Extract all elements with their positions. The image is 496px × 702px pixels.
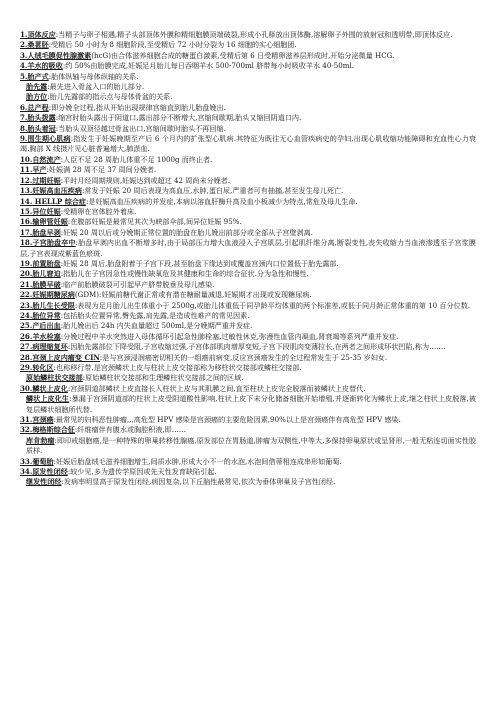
entry-term: 11.早产 (20, 165, 47, 175)
definition-entry (20, 269, 476, 279)
entry-text: :妊娠 20 周以后或分娩期正常位置的胎盘在胎儿娩出前部分或全部从子宫壁剥离. (60, 227, 313, 237)
definition-entry (20, 92, 476, 102)
entry-text: :在腹部妊娠是最常见其次为峡部伞部,间异位妊娠 95%. (67, 217, 242, 227)
entry-text: :暴漏于宫颈阴道部的柱状上皮受阴道酸性影响,柱状上皮下未分化储备细胞开始增殖,并逐渐转化为鳞状上皮,继之柱状上皮脱落,被复层鳞状细胞所代替. (26, 394, 477, 414)
entry-term: 20.胎儿窘迫 (20, 269, 61, 279)
entry-term: 5.胎产式 (20, 71, 49, 81)
entry-term: 18.子宫胎盘卒中 (20, 238, 76, 248)
entry-text: :胎儿先露部的指示点与母体骨盆的关系. (47, 92, 173, 102)
definition-entry (20, 228, 476, 238)
definition-entry (20, 113, 476, 123)
entry-text: :较少见,多为遗传学原因或先天性发育缺陷引起. (67, 467, 217, 477)
definition-entry (20, 165, 476, 175)
definition-entry (20, 134, 476, 155)
entry-text: :分娩过程中羊水突然进入母体循环引起急性肺栓塞,过敏性休克,弥漫性血管内凝血,肾衰竭等系列严重并发症. (60, 331, 399, 341)
entry-term: 16.输卵管妊娠 (20, 217, 68, 227)
entry-text: :当胎头双顶径越过骨盆出口,宫缩间歇时胎头不再回缩. (55, 123, 226, 133)
entry-term: 25.产后出血 (20, 321, 61, 331)
definition-entry (20, 301, 476, 311)
definition-entry (20, 363, 476, 373)
entry-term: 23.胎儿生长受限 (20, 300, 75, 310)
definition-entry (20, 217, 476, 227)
entry-text: :包括胎头位置异常,臀先露,肩先露,是造成性难产的常见因素. (60, 310, 250, 320)
entry-term: 19.前置胎盘 (20, 258, 61, 268)
entry-term: 31.宫颈癌 (20, 415, 54, 425)
entry-term: 17.胎盘早剥 (20, 227, 61, 237)
entry-term: 29.转化区 (20, 363, 54, 372)
entry-term: 26.羊水栓塞 (20, 331, 61, 341)
definition-entry (20, 425, 476, 435)
entry-term: 21.胎膜早破 (20, 279, 61, 289)
entry-term: 32.梅格斯综合征 (20, 425, 75, 435)
entry-text: :纤维瘤伴有腹水或胸腔积液,即…… (74, 425, 186, 435)
entry-term: 原始鳞柱状交接部 (26, 373, 83, 383)
definition-entry (20, 467, 476, 477)
entry-text: :胎体纵轴与母体纵轴的关系. (48, 71, 139, 81)
entry-text: :当精子与卵子相遇,精子头部顶体外膜和精细胞膜顶端破裂,形成小孔释放出顶体酶,溶解卵子外围的放射冠和透明带,即顶体反应. (55, 30, 453, 39)
entry-text: :原始鳞柱状交接部和生理鳞柱状交接部之间的区域. (82, 373, 244, 383)
entry-text: :指胎儿在子宫因急性或慢性缺氧危及其健康和生命的综合征状.分为急性和慢性. (60, 269, 309, 279)
definition-entry (20, 342, 476, 352)
entry-text: (hcG)由合体滋养细胞合成的糖蛋白激素,受精后第 6 日受精卵滋养层形成时,开始分泌微量 HCG. (91, 50, 395, 60)
definition-entry (20, 477, 476, 487)
definition-entry (20, 238, 476, 259)
entry-text: :即印戒细胞癌,是一种特殊的卵巢转移性腺癌,原发部位在胃肠道,肿瘤为双侧性,中等大,多保持卵巢原状或呈肾形,一般无粘连切面实性胶质样. (26, 435, 477, 456)
entry-term: 8.胎头着冠 (20, 123, 56, 133)
entry-term: 3.人绒毛膜促性腺激素 (20, 50, 92, 60)
definition-entry (20, 82, 476, 92)
definition-entry (20, 332, 476, 342)
definition-entry (20, 384, 476, 394)
definition-entry (20, 207, 476, 217)
entry-text: :常发于妊娠 20 周后表现为高血压,水肿,蛋白尿,严重者可有抽搐,甚至发生母儿死亡. (82, 186, 344, 196)
entry-text: :是与宫颈浸润癌密切相关的一组癌前病变,反应宫颈癌发生的全过程常发生于 25-35 岁妇女. (99, 352, 388, 362)
entry-text: :是妊娠高血压疾病的并发症,本病以溶血肝酶升高及血小板减少为特点,常危及母儿生命. (85, 196, 358, 206)
entry-term: 4.羊水的吸收 (20, 61, 63, 71)
entry-text: :宫颈阴道部鳞状上皮直接长入柱状上皮与其肌膜之间,直至柱状上皮完全脱落而被鳞状上皮替代. (67, 383, 366, 393)
entry-term: 2.桑葚胚 (20, 40, 49, 50)
entry-term: 14. HELLP 综合症 (20, 196, 86, 206)
entry-term: 34.原发性闭经 (20, 467, 68, 477)
definition-entry (20, 155, 476, 165)
entry-text: :胎盘早剥内出血不断增多时,由于局部压力增大血液浸入子宫肌层,引起肌纤维分离,断裂变性,丧失收缩力当血液渗透至子宫浆膜层,子宫表现成紫蓝色瘀斑. (20, 238, 477, 258)
definition-entry (20, 30, 476, 40)
entry-text: :妊娠后胎盘绒毛滋养细胞增生,间质水肿,形成大小不一的水泡,水泡间借蒂相连成串形如葡萄. (53, 456, 342, 466)
entry-term: 鳞状上皮化生 (26, 394, 70, 404)
definition-entry (20, 197, 476, 207)
entry-text: :也称移行带,是宫颈鳞状上皮与柱状上皮交接部称为移柱状交接部或鳞柱交接部. (53, 363, 302, 372)
entry-text: :胎儿娩出后 24h 内失血量超过 500ml,是分娩期严重并发症. (60, 321, 253, 331)
definition-entry (20, 373, 476, 383)
entry-text: :即分娩全过程,指从开始出现规律宫缩直到胎儿胎盘娩出. (48, 102, 226, 112)
definition-entry (20, 436, 476, 457)
entry-term: 9.围生期心肌病 (20, 134, 71, 144)
entry-text: :临产前胎膜破裂可引起早产脐带脱垂及母儿感染. (60, 279, 215, 289)
entry-text: :受精后 50 小时为 8 细胞阶段,至受精后 72 小时分裂为 16 细胞的实心细胞团. (48, 40, 297, 50)
entry-text: :最常见的妇科恶性肿瘤,,,高危型 HPV 感染是宫颈癌的主要危险因素,90%以上是宫颈癌伴有高危型 HPV 感染. (53, 415, 401, 425)
entry-text: (GDM):妊娠前糖代谢正常或有潜在糖耐量减退,妊娠期才出现或发现糖尿病. (74, 290, 312, 300)
entry-term: 胎先露 (26, 82, 48, 92)
definition-entry (20, 61, 476, 71)
entry-term: 33.葡萄胎 (20, 456, 54, 466)
entry-term: 1.顶体反应 (20, 30, 56, 39)
entry-text: :发病率明显高于原发性闭经,病因复杂,以下丘脑性最常见,依次为垂体卵巢及子宫性闭经. (61, 477, 336, 487)
entry-term: 27.病理缩复环 (20, 342, 68, 352)
definition-entry (20, 176, 476, 186)
entry-text: :人臣不足 28 周胎儿体重不足 1000g 而终止者. (60, 154, 213, 164)
definition-entry (20, 103, 476, 113)
entry-term: 库肯勃瘤 (26, 435, 55, 445)
entry-term: 继发性闭经 (26, 477, 62, 487)
entry-text: :指发生于妊娠晚期至产后 6 个月内的扩张型心肌病.其特征为既往无心血管疾病史的孕妇,出现心肌收缩功能障碍和充血性心力衰竭.胸部 X 线摄片见心脏普遍增大,肺淤血. (20, 134, 477, 154)
entry-term: 28.宫颈上皮内瘤变 CIN (20, 352, 100, 362)
definition-entry (20, 321, 476, 331)
definition-entry (20, 40, 476, 50)
entry-text: :妊娠 28 周后,胎盘附着于子宫下段,甚至胎盘下缘达到或覆盖宫颈内口位置低于胎先露部. (60, 258, 339, 268)
entry-text: :最先进入骨盆入口的胎儿部分. (47, 82, 145, 92)
entry-term: 7.胎头拨露 (20, 113, 56, 123)
entry-text: :受精卵在宫体腔外着床. (60, 206, 137, 216)
definition-entry (20, 72, 476, 82)
entry-term: 30.鳞状上皮化 (20, 383, 68, 393)
definition-entry (20, 415, 476, 425)
entry-text: :约 50%由胎膜完成,妊娠足月胎儿每日吞咽羊水 500-700ml 脐带每小时吸收羊水 40-50ml. (62, 61, 355, 71)
definition-entry (20, 457, 476, 467)
entry-term: 24.胎位异常 (20, 310, 61, 320)
definition-entry (20, 186, 476, 196)
definition-entry (20, 353, 476, 363)
definition-entry (20, 280, 476, 290)
entry-term: 6.总产程 (20, 102, 49, 112)
entry-term: 10.自然流产 (20, 154, 61, 164)
entry-term: 胎方位 (26, 92, 48, 102)
entry-term: 13.妊娠高血压疾病 (20, 186, 82, 196)
entry-text: :妊娠满 28 周不足 37 周间分娩者. (46, 165, 157, 175)
definition-entry (20, 394, 476, 415)
definition-entry (20, 311, 476, 321)
entry-text: :因胎先露部位下降受阻,子宫收缩过强,子宫体部肌肉增厚变短,子宫下段肌肉变薄拉长,在两者之间形成环状凹陷,称为……. (67, 342, 446, 352)
definition-entry (20, 290, 476, 300)
entry-term: 22.妊娠期糖尿病 (20, 290, 75, 300)
definition-entry (20, 51, 476, 61)
entry-text: :表现为足月胎儿出生体重小于 2500g,或胎儿体重低于同孕龄平均体重的两个标准差,或低于同月龄正常体重的第 10 百分位数. (74, 300, 471, 310)
entry-text: :缩宫时胎头露出于阴道口,露出部分不断增大,宫缩间歇期,胎头又缩回阴道口内. (55, 113, 302, 123)
definition-entry (20, 259, 476, 269)
definition-entry (20, 124, 476, 134)
entry-term: 12.过期妊娠 (20, 175, 61, 185)
entry-term: 15.异位妊娠 (20, 206, 61, 216)
entry-text: :平时月经周期规则,妊娠达到或超过 42 周尚未分娩者. (60, 175, 231, 185)
